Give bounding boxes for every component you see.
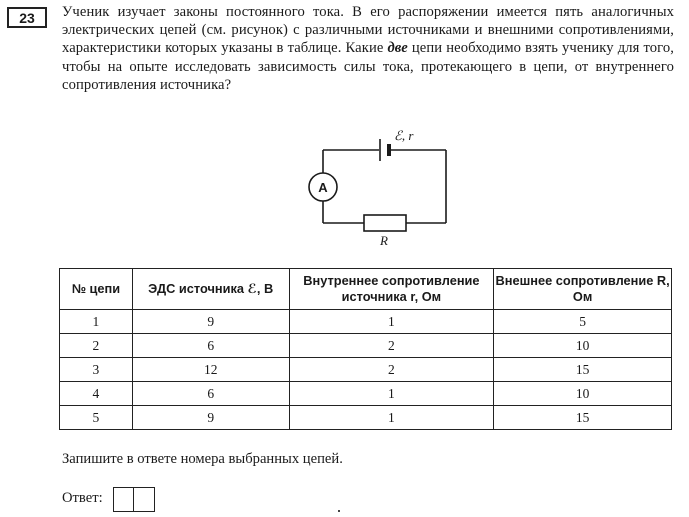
problem-text-part-3: цепи необходимо взять ученику для того, чтобы на опыте исследовать зависимость силы тока, протекающего в цепи, от внутреннего сопротивления источника? xyxy=(62,40,674,93)
table-row xyxy=(60,358,672,382)
answer-box xyxy=(113,487,155,512)
problem-text xyxy=(62,3,674,94)
answer-cell-1[interactable] xyxy=(113,487,134,512)
cell-internal-resistance: 2 xyxy=(289,358,494,382)
cell-emf: 9 xyxy=(132,310,289,334)
cell-emf: 6 xyxy=(132,334,289,358)
problem-text-emphasis: две xyxy=(387,40,408,57)
cell-external-resistance: 10 xyxy=(494,382,672,406)
cell-internal-resistance: 1 xyxy=(289,382,494,406)
cell-emf: 9 xyxy=(132,406,289,430)
cell-circuit-number: 4 xyxy=(60,382,133,406)
header-internal-resistance: Внутреннее сопротивление источника r, Ом xyxy=(289,269,494,310)
instruction-text: Запишите в ответе номера выбранных цепей. xyxy=(62,451,343,467)
cell-emf: 12 xyxy=(132,358,289,382)
header-circuit-number: № цепи xyxy=(60,269,133,310)
cell-external-resistance: 15 xyxy=(494,358,672,382)
cell-circuit-number: 5 xyxy=(60,406,133,430)
cell-internal-resistance: 2 xyxy=(289,334,494,358)
cell-external-resistance: 10 xyxy=(494,334,672,358)
question-number: 23 xyxy=(7,7,47,28)
circuits-table xyxy=(59,268,672,430)
cell-circuit-number: 3 xyxy=(60,358,133,382)
table-header-row xyxy=(60,269,672,310)
ammeter-label: A xyxy=(318,180,328,195)
cell-circuit-number: 2 xyxy=(60,334,133,358)
cell-emf: 6 xyxy=(132,382,289,406)
source-label: ℰ, r xyxy=(394,128,414,143)
header-external-resistance: Внешнее сопротивление R, Ом xyxy=(494,269,672,310)
cell-internal-resistance: 1 xyxy=(289,406,494,430)
table-row xyxy=(60,310,672,334)
table-row xyxy=(60,382,672,406)
answer-label: Ответ: xyxy=(62,490,103,506)
table-row xyxy=(60,334,672,358)
cell-external-resistance: 5 xyxy=(494,310,672,334)
cell-internal-resistance: 1 xyxy=(289,310,494,334)
resistor-icon xyxy=(364,215,406,231)
answer-cell-2[interactable] xyxy=(134,487,155,512)
cell-circuit-number: 1 xyxy=(60,310,133,334)
header-emf: ЭДС источника ℰ, В xyxy=(132,269,289,310)
scan-speck xyxy=(338,510,340,512)
resistor-label: R xyxy=(380,233,388,248)
table-row xyxy=(60,406,672,430)
cell-external-resistance: 15 xyxy=(494,406,672,430)
problem-text-part-1: Ученик изучает законы постоянного тока. В его распоряжении имеется пять аналогичных электрических цепей (см. рисунок) с различными источниками и внешними сопротивлениями, характеристики которых указаны в таблице. Какие xyxy=(62,4,674,57)
circuit-diagram xyxy=(300,126,460,250)
